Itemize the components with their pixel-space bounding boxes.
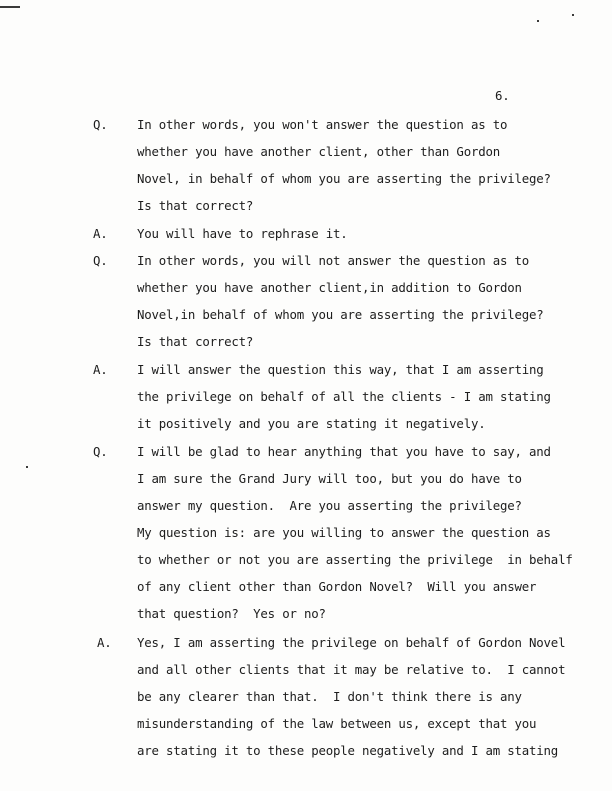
answer-text [137, 362, 597, 443]
question-text [137, 444, 597, 633]
speaker-label: A. [93, 362, 108, 377]
scan-speck [26, 466, 28, 468]
scan-mark-top-left [0, 6, 20, 8]
transcript-line: answer my question. Are you asserting the privilege? [137, 498, 522, 513]
transcript-line: Novel, in behalf of whom you are asserting the privilege? [137, 171, 551, 186]
transcript-line: be any clearer than that. I don't think there is any [137, 689, 522, 704]
transcript-line: it positively and you are stating it negatively. [137, 416, 486, 431]
scan-speck [572, 14, 574, 16]
transcript-line: Is that correct? [137, 334, 254, 349]
transcript-line: whether you have another client, other than Gordon [137, 144, 500, 159]
transcript-line: My question is: are you willing to answer the question as [137, 525, 551, 540]
transcript-line: of any client other than Gordon Novel? Will you answer [137, 579, 537, 594]
transcript-line: In other words, you will not answer the question as to [137, 253, 530, 268]
speaker-label: Q. [93, 253, 108, 268]
speaker-label: A. [97, 635, 112, 650]
transcript-line: misunderstanding of the law between us, except that you [137, 716, 537, 731]
transcript-line: You will have to rephrase it. [137, 226, 348, 241]
transcript-line: that question? Yes or no? [137, 606, 326, 621]
transcript-line: Novel,in behalf of whom you are asserting the privilege? [137, 307, 544, 322]
speaker-label: Q. [93, 444, 108, 459]
transcript-line: I will be glad to hear anything that you have to say, and [137, 444, 551, 459]
transcript-line: to whether or not you are asserting the privilege in behalf [137, 552, 573, 567]
answer-text [137, 226, 597, 253]
question-text [137, 253, 597, 361]
transcript-line: I am sure the Grand Jury will too, but you do have to [137, 471, 522, 486]
page-number: 6. [495, 88, 510, 103]
scan-speck [537, 20, 539, 22]
speaker-label: Q. [93, 117, 108, 132]
transcript-line: whether you have another client,in addition to Gordon [137, 280, 522, 295]
answer-text [137, 635, 597, 770]
question-text [137, 117, 597, 225]
transcript-line: Yes, I am asserting the privilege on behalf of Gordon Novel [137, 635, 566, 650]
transcript-line: In other words, you won't answer the question as to [137, 117, 508, 132]
transcript-line: the privilege on behalf of all the clients - I am stating [137, 389, 551, 404]
speaker-label: A. [93, 226, 108, 241]
transcript-line: I will answer the question this way, that I am asserting [137, 362, 544, 377]
transcript-line: are stating it to these people negatively and I am stating [137, 743, 559, 758]
transcript-line: Is that correct? [137, 198, 254, 213]
transcript-line: and all other clients that it may be relative to. I cannot [137, 662, 566, 677]
